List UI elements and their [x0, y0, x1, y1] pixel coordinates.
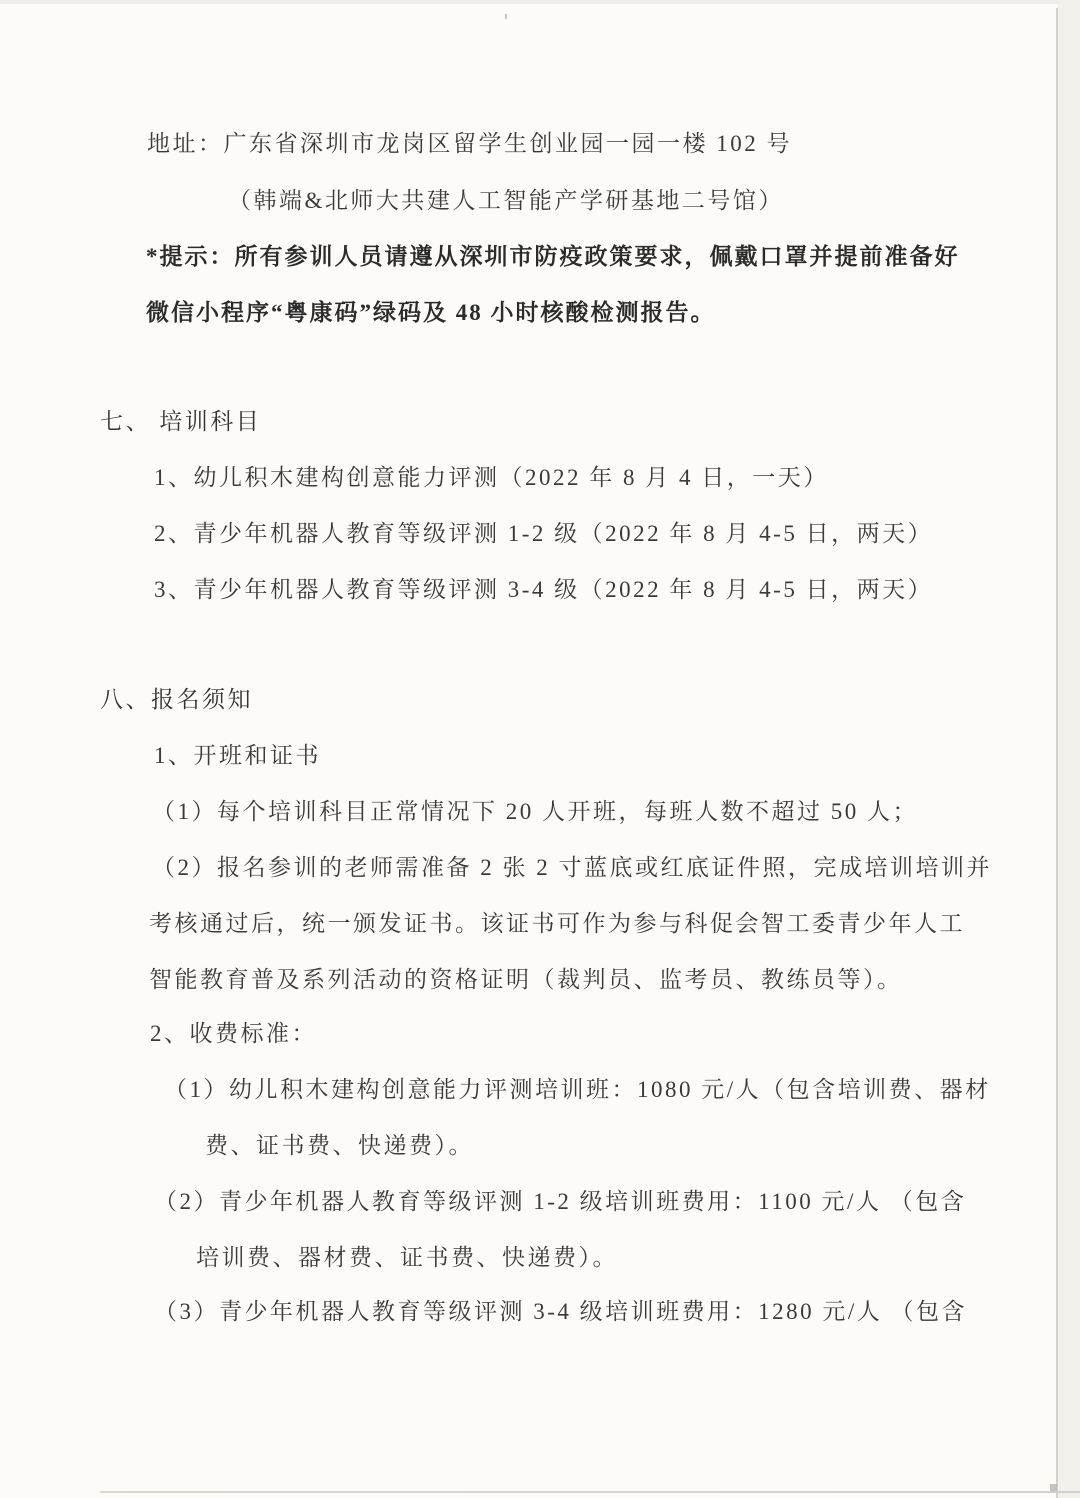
fees-subsection-title: 2、收费标准： [150, 1021, 317, 1046]
fees-item-2-line-2: 培训费、器材费、证书费、快递费）。 [196, 1245, 618, 1270]
scan-edge-strip [1058, 0, 1080, 1498]
section-heading-training-subjects: 七、 培训科目 [100, 409, 262, 434]
scan-speck-top [505, 14, 507, 19]
covid-notice-line-1: *提示：所有参训人员请遵从深圳市防疫政策要求，佩戴口罩并提前准备好 [146, 244, 960, 269]
fees-item-1-line-2: 费、证书费、快递费）。 [205, 1133, 474, 1158]
training-subject-item-1: 1、幼儿积木建构创意能力评测（2022 年 8 月 4 日，一天） [154, 465, 829, 490]
fees-item-2-line-1: （2）青少年机器人教育等级评测 1-2 级培训班费用：1100 元/人 （包含 [154, 1189, 967, 1214]
address-sub-line: （韩端&北师大共建人工智能产学研基地二号馆） [228, 188, 784, 213]
fees-item-1-line-1: （1）幼儿积木建构创意能力评测培训班：1080 元/人（包含培训费、器材 [164, 1077, 991, 1102]
scan-speck [1050, 1484, 1057, 1491]
section-heading-registration-notes: 八、报名须知 [100, 687, 253, 712]
certificates-item-2-line-2: 考核通过后，统一颁发证书。该证书可作为参与科促会智工委青少年人工 [149, 911, 965, 936]
certificates-item-1: （1）每个培训科目正常情况下 20 人开班，每班人数不超过 50 人； [152, 799, 918, 824]
certificates-item-2-line-1: （2）报名参训的老师需准备 2 张 2 寸蓝底或红底证件照，完成培训培训并 [152, 855, 992, 880]
fees-item-3-line-1: （3）青少年机器人教育等级评测 3-4 级培训班费用：1280 元/人 （包含 [154, 1299, 968, 1324]
scan-edge-line [1056, 8, 1058, 1498]
training-subject-item-3: 3、青少年机器人教育等级评测 3-4 级（2022 年 8 月 4-5 日，两天） [154, 577, 934, 602]
certificates-subsection-title: 1、开班和证书 [154, 743, 321, 768]
scan-bottom-edge-line [100, 1491, 1080, 1493]
covid-notice-line-2: 微信小程序“粤康码”绿码及 48 小时核酸检测报告。 [146, 300, 716, 325]
certificates-item-2-line-3: 智能教育普及系列活动的资格证明（裁判员、监考员、教练员等）。 [149, 967, 903, 992]
training-subject-item-2: 2、青少年机器人教育等级评测 1-2 级（2022 年 8 月 4-5 日，两天） [154, 521, 934, 546]
address-line: 地址：广东省深圳市龙岗区留学生创业园一园一楼 102 号 [147, 131, 792, 156]
